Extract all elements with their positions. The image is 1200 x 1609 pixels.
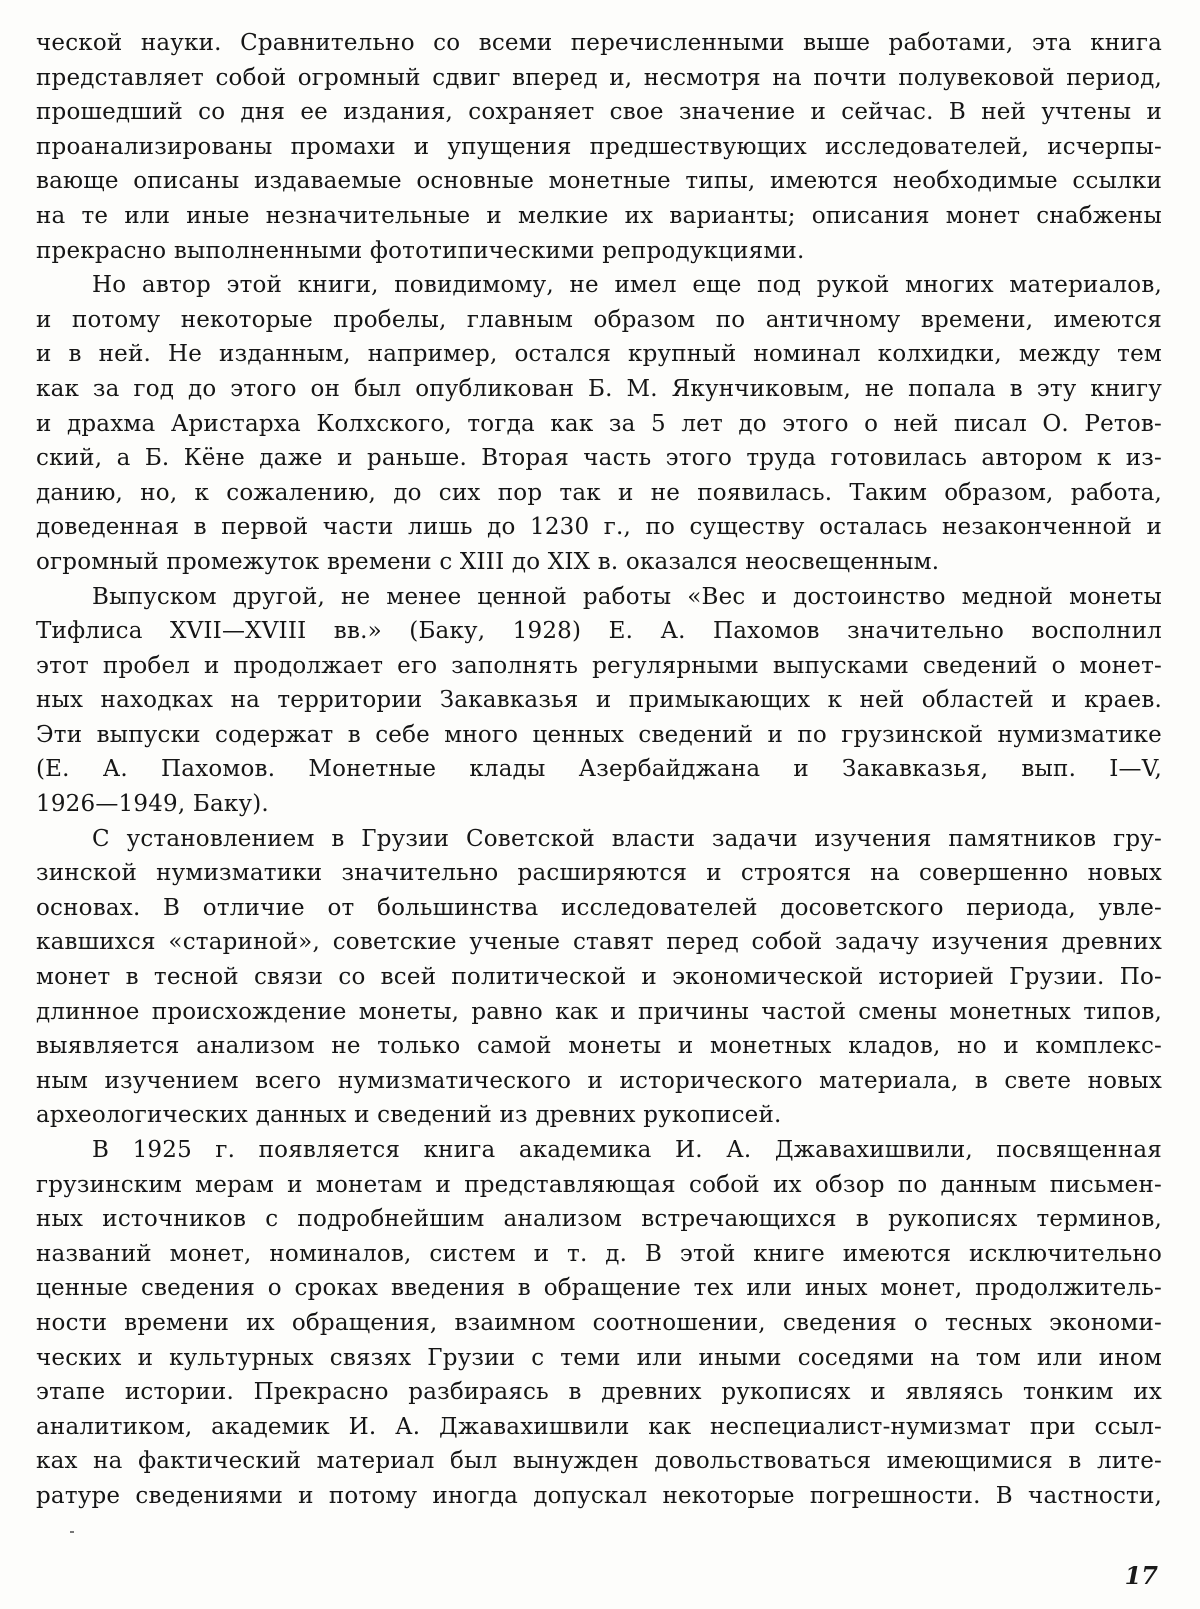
text-line: основах. В отличие от большинства исследователей досоветского периода, увле- <box>36 894 1162 921</box>
text-line: ческой науки. Сравнительно со всеми перечисленными выше работами, эта книга <box>36 30 1162 56</box>
text-line: доведенная в первой части лишь до 1230 г., по существу осталась незаконченной и <box>36 514 1162 541</box>
page-number: 17 <box>1124 1561 1158 1590</box>
text-line: ценные сведения о сроках введения в обращение тех или иных монет, продолжитель- <box>36 1275 1162 1302</box>
text-line: грузинским мерам и монетам и представляющая собой их обзор по данным письмен- <box>36 1171 1162 1198</box>
text-line: и драхма Аристарха Колхского, тогда как за 5 лет до этого о ней писал О. Ретов- <box>36 410 1162 437</box>
text-line: С установлением в Грузии Советской власти задачи изучения памятников гру- <box>92 825 1162 852</box>
text-line: прошедший со дня ее издания, сохраняет свое значение и сейчас. В ней учтены и <box>36 99 1162 126</box>
text-line: ческих и культурных связях Грузии с теми или иными соседями на том или ином <box>36 1344 1162 1371</box>
text-line: кавшихся «стариной», советские ученые ставят перед собой задачу изучения древних <box>36 929 1162 956</box>
text-line: Эти выпуски содержат в себе много ценных сведений и по грузинской нумизматике <box>36 721 1162 748</box>
text-line: ках на фактический материал был вынужден довольствоваться имеющимися в лите- <box>36 1448 1162 1475</box>
text-line: археологических данных и сведений из древних рукописей. <box>36 1102 782 1129</box>
text-line: вающе описаны издаваемые основные монетные типы, имеются необходимые ссылки <box>36 168 1162 195</box>
text-line: В 1925 г. появляется книга академика И. А. Джавахишвили, посвященная <box>92 1137 1162 1163</box>
text-line: прекрасно выполненными фототипическими репродукциями. <box>36 237 805 264</box>
text-line: зинской нумизматики значительно расширяются и строятся на совершенно новых <box>36 860 1162 887</box>
text-line: монет в тесной связи со всей политической и экономической историей Грузии. По- <box>36 964 1162 991</box>
body-text <box>36 26 1162 1514</box>
text-line: ности времени их обращения, взаимном соотношении, сведения о тесных экономи- <box>36 1309 1162 1336</box>
text-line: как за год до этого он был опубликован Б. М. Якунчиковым, не попала в эту книгу <box>36 375 1162 402</box>
text-line: ных источников с подробнейшим анализом встречающихся в рукописях терминов, <box>36 1206 1162 1233</box>
text-line: Но автор этой книги, повидимому, не имел еще под рукой многих материалов, <box>92 272 1162 299</box>
text-line: представляет собой огромный сдвиг вперед и, несмотря на почти полувековой период, <box>36 64 1162 91</box>
text-line: ский, а Б. Кёне даже и раньше. Вторая часть этого труда готовилась автором к из- <box>36 445 1162 472</box>
text-line: и в ней. Не изданным, например, остался крупный номинал колхидки, между тем <box>36 341 1162 368</box>
text-line: данию, но, к сожалению, до сих пор так и не появилась. Таким образом, работа, <box>36 479 1162 506</box>
text-line: огромный промежуток времени с XIII до XIX в. оказался неосвещенным. <box>36 548 940 575</box>
text-line: проанализированы промахи и упущения предшествующих исследователей, исчерпы- <box>36 133 1162 160</box>
text-line: названий монет, номиналов, систем и т. д. В этой книге имеются исключительно <box>36 1240 1162 1267</box>
scan-speck <box>70 1531 74 1533</box>
text-line: длинное происхождение монеты, равно как и причины частой смены монетных типов, <box>36 998 1162 1025</box>
text-line: ным изучением всего нумизматического и исторического материала, в свете новых <box>36 1067 1162 1094</box>
text-line: этот пробел и продолжает его заполнять регулярными выпусками сведений о монет- <box>36 652 1162 679</box>
text-line: Выпуском другой, не менее ценной работы «Вес и достоинство медной монеты <box>92 583 1162 610</box>
text-line: ных находках на территории Закавказья и примыкающих к ней областей и краев. <box>36 687 1162 714</box>
text-line: аналитиком, академик И. А. Джавахишвили как неспециалист-нумизмат при ссыл- <box>36 1413 1162 1440</box>
text-line: 1926—1949, Баку). <box>36 791 269 818</box>
text-line: этапе истории. Прекрасно разбираясь в древних рукописях и являясь тонким их <box>36 1379 1162 1406</box>
text-line: ратуре сведениями и потому иногда допускал некоторые погрешности. В частности, <box>36 1482 1162 1509</box>
text-line: на те или иные незначительные и мелкие их варианты; описания монет снабжены <box>36 202 1162 229</box>
text-line: (Е. А. Пахомов. Монетные клады Азербайджана и Закавказья, вып. I—V, <box>36 756 1162 783</box>
text-line: Тифлиса XVII—XVIII вв.» (Баку, 1928) Е. А. Пахомов значительно восполнил <box>36 618 1162 645</box>
text-line: и потому некоторые пробелы, главным образом по античному времени, имеются <box>36 306 1162 333</box>
text-line: выявляется анализом не только самой монеты и монетных кладов, но и комплекс- <box>36 1033 1162 1060</box>
